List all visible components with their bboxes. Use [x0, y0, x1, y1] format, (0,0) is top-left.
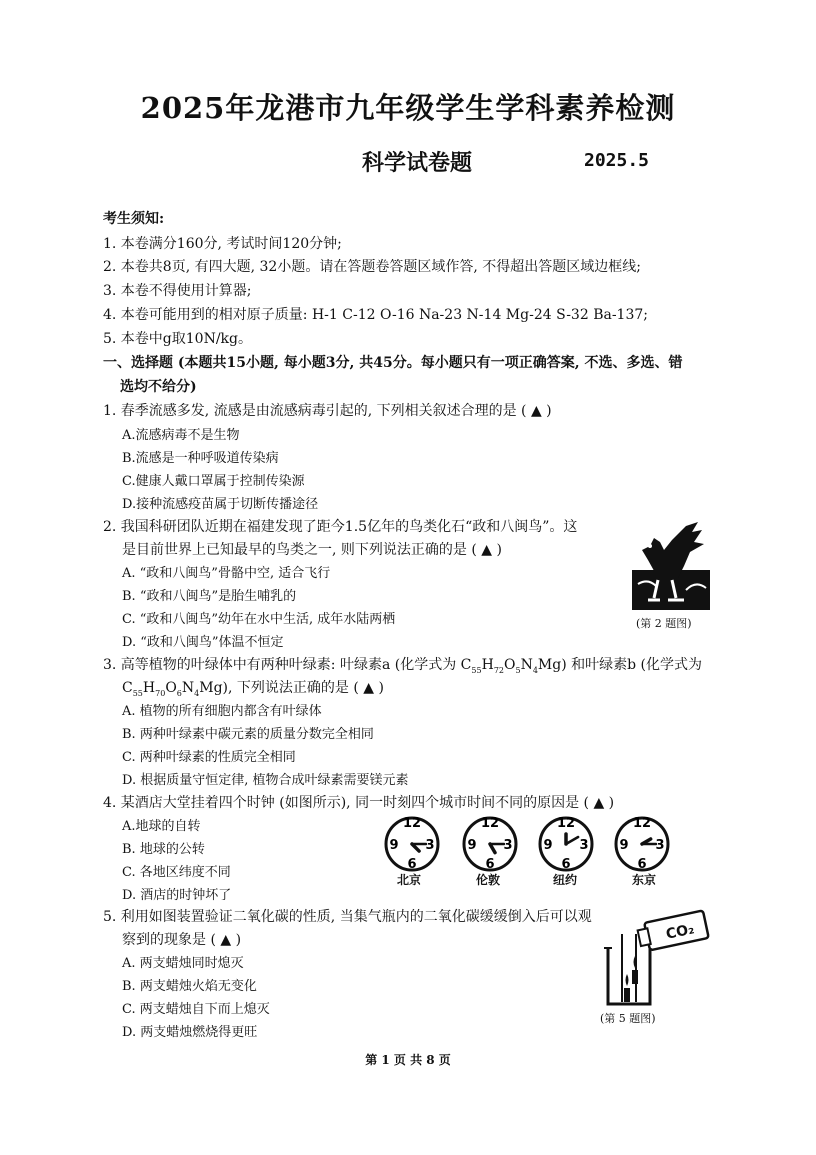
figure-2-caption: (第 2 题图) — [636, 617, 692, 630]
clock-numeral: 6 — [637, 857, 647, 872]
option-d: D. “政和八闽鸟”体温不恒定 — [122, 635, 284, 650]
option-c: C. 两种叶绿素的性质完全相同 — [122, 750, 296, 765]
clock-city-label: 伦敦 — [476, 873, 501, 887]
page-footer: 第 1 页 共 8 页 — [365, 1053, 451, 1067]
question-4-stem: 4. 某酒店大堂挂着四个时钟 (如图所示), 同一时刻四个城市时间不同的原因是 ( ▲ ) — [103, 795, 615, 811]
option-a: A.地球的自转 — [122, 819, 201, 834]
option-a: A. 两支蜡烛同时熄灭 — [122, 956, 244, 971]
option-d: D.接种流感疫苗属于切断传播途径 — [122, 497, 319, 512]
option-d: D. 酒店的时钟坏了 — [122, 888, 232, 903]
section-heading: 一、选择题 (本题共15小题, 每小题3分, 共45分。每小题只有一项正确答案, 不选、多选、错 — [103, 355, 683, 371]
clocks-figure — [380, 814, 670, 878]
clock-numeral: 9 — [619, 838, 629, 853]
question-3-stem: 3. 高等植物的叶绿体中有两种叶绿素: 叶绿素a (化学式为 $C_{55}H_{72}O_5N_4Mg$) 和叶绿素b (化学式为 — [103, 657, 703, 675]
question-1-stem: 1. 春季流感多发, 流感是由流感病毒引起的, 下列相关叙述合理的是 ( ▲ ) — [103, 403, 552, 419]
option-b: B. 两种叶绿素中碳元素的质量分数完全相同 — [122, 727, 374, 742]
option-c: C. 各地区纬度不同 — [122, 865, 231, 880]
bird-fossil-illustration — [628, 520, 714, 612]
option-c: C. 两支蜡烛自下而上熄灭 — [122, 1002, 270, 1017]
question-2-stem-cont: 是目前世界上已知最早的鸟类之一, 则下列说法正确的是 ( ▲ ) — [122, 542, 502, 558]
figure-5-caption: (第 5 题图) — [600, 1012, 656, 1025]
co2-label: CO₂ — [664, 921, 696, 943]
clock-numeral: 3 — [425, 838, 435, 853]
clock-city-label: 纽约 — [553, 873, 578, 887]
option-b: B. “政和八闽鸟”是胎生哺乳的 — [122, 589, 297, 604]
option-a: A.流感病毒不是生物 — [122, 428, 240, 443]
question-5-stem-cont: 察到的现象是 ( ▲ ) — [122, 932, 242, 948]
clock-numeral: 3 — [655, 838, 665, 853]
clock-city-label: 北京 — [397, 873, 422, 887]
clock-city-label: 东京 — [632, 873, 657, 887]
option-b: B.流感是一种呼吸道传染病 — [122, 451, 279, 466]
clock-numeral: 9 — [467, 838, 477, 853]
section-heading-cont: 选均不给分) — [120, 379, 197, 395]
notice-heading: 考生须知: — [103, 211, 165, 227]
option-d: D. 根据质量守恒定律, 植物合成叶绿素需要镁元素 — [122, 773, 409, 788]
clock-numeral: 12 — [556, 816, 576, 831]
exam-title: 2025年龙港市九年级学生学科素养检测 — [140, 91, 676, 125]
option-c: C. “政和八闽鸟”幼年在水中生活, 成年水陆两栖 — [122, 612, 396, 627]
option-a: A. 植物的所有细胞内都含有叶绿体 — [122, 704, 322, 719]
notice-item: 1. 本卷满分160分, 考试时间120分钟; — [103, 236, 342, 252]
option-b: B. 两支蜡烛火焰无变化 — [122, 979, 257, 994]
clock-numeral: 12 — [632, 816, 652, 831]
clock-numeral: 12 — [480, 816, 500, 831]
question-2-stem: 2. 我国科研团队近期在福建发现了距今1.5亿年的鸟类化石“政和八闽鸟”。这 — [103, 519, 578, 535]
co2-apparatus-illustration — [598, 904, 710, 1008]
exam-subtitle: 科学试卷题 — [362, 150, 473, 176]
clock-numeral: 6 — [561, 857, 571, 872]
clock-numeral: 3 — [579, 838, 589, 853]
option-d: D. 两支蜡烛燃烧得更旺 — [122, 1025, 258, 1040]
clock-numeral: 6 — [407, 857, 417, 872]
clock-numeral: 12 — [402, 816, 422, 831]
exam-date: 2025.5 — [584, 150, 650, 171]
clock-numeral: 9 — [389, 838, 399, 853]
question-3-stem-cont: $C_{55}H_{70}O_6N_4Mg$), 下列说法正确的是 ( ▲ ) — [122, 680, 384, 698]
option-b: B. 地球的公转 — [122, 842, 205, 857]
option-a: A. “政和八闽鸟”骨骼中空, 适合飞行 — [122, 566, 331, 581]
clock-numeral: 3 — [503, 838, 513, 853]
notice-item: 4. 本卷可能用到的相对原子质量: H-1 C-12 O-16 Na-23 N-14 Mg-24 S-32 Ba-137; — [103, 307, 648, 323]
option-c: C.健康人戴口罩属于控制传染源 — [122, 474, 305, 489]
clock-numeral: 6 — [485, 857, 495, 872]
notice-item: 3. 本卷不得使用计算器; — [103, 283, 252, 299]
clock-numeral: 9 — [543, 838, 553, 853]
question-5-stem: 5. 利用如图装置验证二氧化碳的性质, 当集气瓶内的二氧化碳缓缓倒入后可以观 — [103, 909, 592, 925]
notice-item: 2. 本卷共8页, 有四大题, 32小题。请在答题卷答题区域作答, 不得超出答题区域边框线; — [103, 259, 641, 275]
notice-item: 5. 本卷中g取10N/kg。 — [103, 331, 252, 347]
